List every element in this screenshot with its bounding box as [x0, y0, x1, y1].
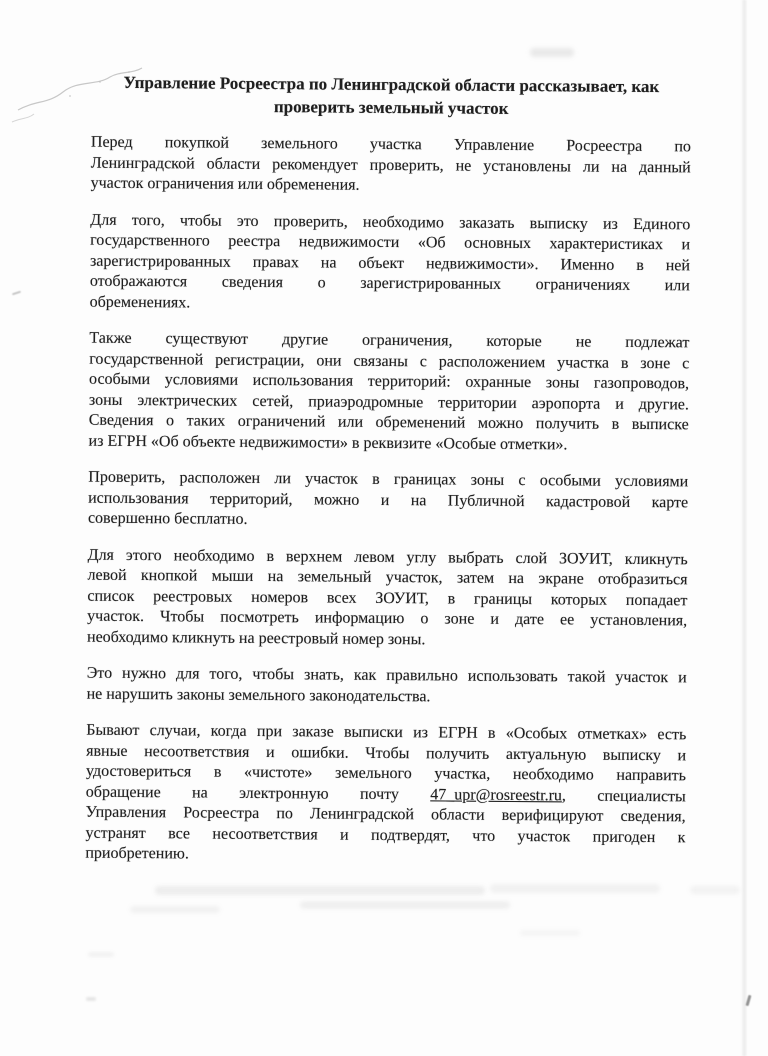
- text-line: необходимо кликнуть на реестровый номер зоны.: [86, 628, 426, 648]
- email-link[interactable]: 47_upr@rosreestr.ru: [430, 785, 563, 804]
- text-line: из ЕГРН «Об объекте недвижимости» в реквизите «Особые отметки».: [88, 432, 568, 453]
- text-line: устранят все несоответствия и подтвердят, что участок пригоден к: [85, 824, 686, 846]
- title-line: проверить земельный участок: [273, 97, 509, 118]
- text-line: государственного реестра недвижимости «Об основных характеристиках и: [90, 231, 691, 254]
- text-line: зоны электрических сетей, приаэродромные территории аэропорта и другие.: [88, 391, 689, 413]
- bleedthrough-smudge: [155, 886, 485, 895]
- text-line: участок. Чтобы посмотреть информацию о зоне и дате ее установления,: [87, 607, 688, 630]
- paragraph: [88, 468, 688, 534]
- text-line: зарегистрированных правах на объект недвижимости». Именно в ней: [89, 252, 691, 274]
- text-line: Перед покупкой земельного участка Управление Росреестра по: [90, 133, 691, 156]
- text-line: обременениях.: [89, 293, 191, 311]
- document-title: [91, 71, 691, 122]
- document-content: [85, 71, 691, 869]
- text-line: Управления Росреестра по Ленинградской области верифицируют сведения,: [85, 803, 686, 826]
- bleedthrough-smudge: [130, 906, 220, 913]
- paragraph: [87, 664, 687, 710]
- bleedthrough-smudge: [86, 997, 96, 1001]
- paragraph: [89, 329, 690, 457]
- text-line: Для того, чтобы это проверить, необходимо заказать выписку из Единого: [90, 211, 691, 233]
- text-line: левой кнопкой мыши на земельный участок, затем на экране отобразиться: [87, 566, 688, 589]
- text-line: Проверить, расположен ли участок в границах зоны с особыми условиями: [88, 468, 689, 491]
- scan-smudge-artifact: [530, 48, 574, 57]
- text-line: использования территорий, можно и на Публичной кадастровой карте: [88, 489, 689, 511]
- text-line: отображаются сведения о зарегистрированных ограничениях или: [89, 272, 690, 295]
- text-line: Для этого необходимо в верхнем левом углу выбрать слой ЗОУИТ, кликнуть: [87, 546, 688, 568]
- text-line: Сведения о таких ограничений или обременений можно получить в выписке: [88, 411, 689, 434]
- text-line: Ленинградской области рекомендует проверить, не установлены ли на данный: [90, 154, 691, 176]
- text-line: Также существуют другие ограничения, которые не подлежат: [89, 329, 690, 352]
- email-line-prefix: обращение на электронную почту: [85, 783, 400, 803]
- scan-speck-artifact: [746, 995, 752, 1006]
- text-line: Бывают случаи, когда при заказе выписки из ЕГРН в «Особых отметках» есть: [86, 721, 687, 744]
- text-line: особыми условиями использования территорий: охранные зоны газопроводов,: [89, 370, 690, 393]
- paragraph: [87, 545, 688, 652]
- paragraph: [85, 721, 686, 869]
- paper-edge-shadow: [741, 0, 747, 1056]
- text-line: приобретению.: [85, 844, 189, 863]
- text-line: удостовериться в «чистоте» земельного участка, необходимо направить: [85, 762, 687, 785]
- paragraph: [90, 210, 691, 317]
- title-line: Управление Росреестра по Ленинградской области рассказывает, как: [123, 72, 660, 97]
- bleedthrough-smudge: [300, 901, 510, 909]
- bleedthrough-smudge: [520, 930, 580, 936]
- text-line: государственной регистрации, они связаны с расположением участка в зоне с: [89, 350, 690, 372]
- scan-speck-artifact: [12, 291, 21, 296]
- text-line: Это нужно для того, чтобы знать, как правильно использовать такой участок и: [86, 664, 687, 687]
- bleedthrough-smudge: [490, 884, 660, 893]
- text-line: явные несоответствия и ошибки. Чтобы получить актуальную выписку и: [86, 742, 687, 764]
- text-line: не нарушить законы земельного законодательства.: [86, 685, 431, 705]
- paragraph: [91, 133, 691, 199]
- bleedthrough-smudge: [88, 952, 114, 957]
- bleedthrough-smudge: [690, 886, 740, 894]
- text-line: участок ограничения или обременения.: [90, 174, 360, 194]
- text-line: список реестровых номеров всех ЗОУИТ, в границы которых попадает: [87, 587, 688, 609]
- email-line-suffix: , специалисты: [561, 786, 686, 805]
- text-line: совершенно бесплатно.: [87, 509, 248, 528]
